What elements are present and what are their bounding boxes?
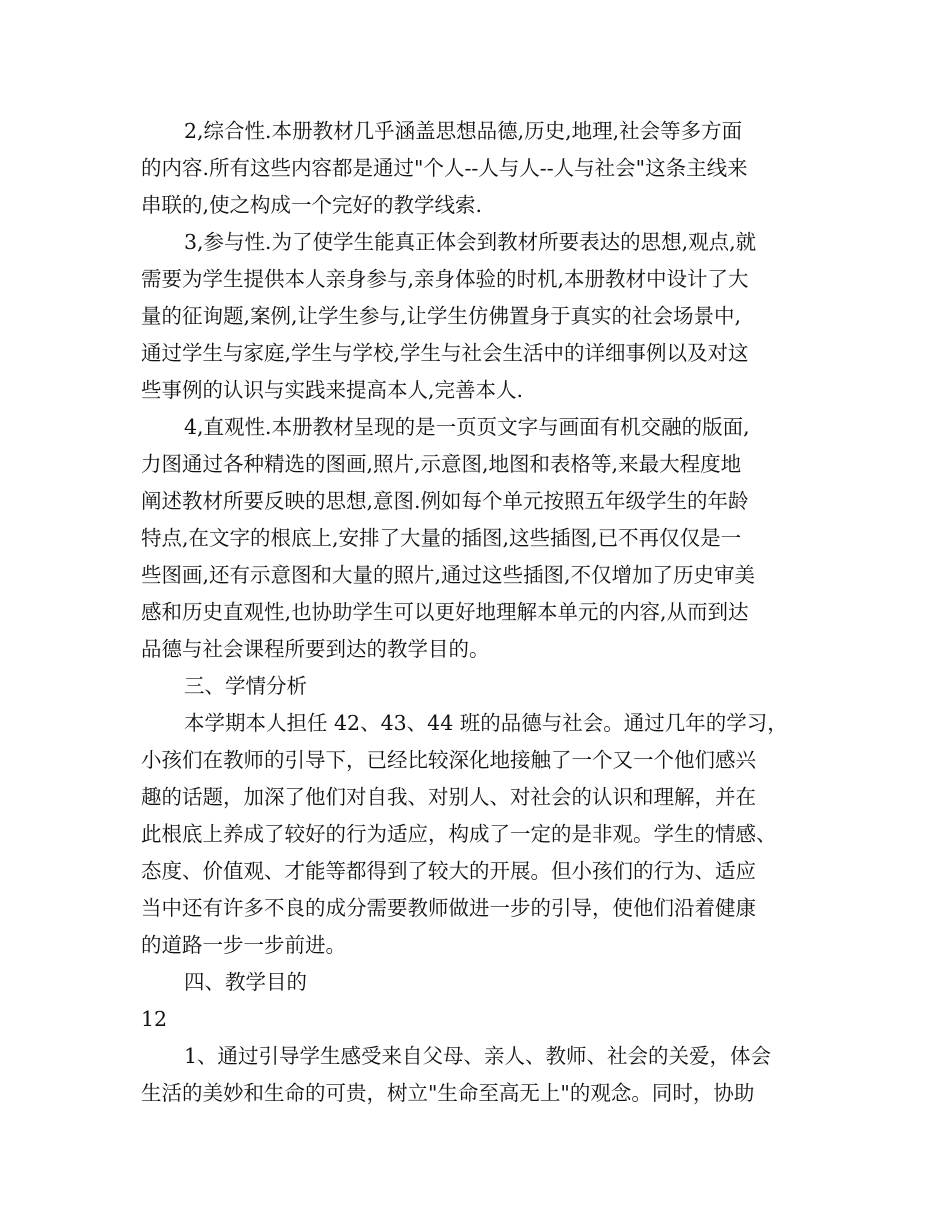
paragraph-line: 此根底上养成了较好的行为适应，构成了一定的是非观。学生的情感、 <box>141 822 777 846</box>
paragraph-line: 些图画,还有示意图和大量的照片,通过这些插图,不仅增加了历史审美 <box>141 563 756 587</box>
section-heading: 三、学情分析 <box>184 674 307 698</box>
paragraph-line: 的内容.所有这些内容都是通过"个人--人与人--人与社会"这条主线来 <box>141 156 748 180</box>
paragraph-line: 态度、价值观、才能等都得到了较大的开展。但小孩们的行为、适应 <box>141 859 756 883</box>
paragraph-line: 串联的,使之构成一个完好的教学线索. <box>141 193 483 217</box>
paragraph-line: 些事例的认识与实践来提高本人,完善本人. <box>141 378 524 402</box>
paragraph-line: 2,综合性.本册教材几乎涵盖思想品德,历史,地理,社会等多方面 <box>184 119 743 143</box>
paragraph-line: 需要为学生提供本人亲身参与,亲身体验的时机,本册教材中设计了大 <box>141 267 749 291</box>
paragraph-line: 生活的美妙和生命的可贵，树立"生命至高无上"的观念。同时，协助 <box>141 1081 755 1105</box>
paragraph-line: 阐述教材所要反映的思想,意图.例如每个单元按照五年级学生的年龄 <box>141 489 749 513</box>
paragraph-line: 通过学生与家庭,学生与学校,学生与社会生活中的详细事例以及对这 <box>141 341 749 365</box>
paragraph-line: 品德与社会课程所要到达的教学目的。 <box>141 637 490 661</box>
paragraph-line: 小孩们在教师的引导下，已经比较深化地接触了一个又一个他们感兴 <box>141 748 756 772</box>
paragraph-line: 当中还有许多不良的成分需要教师做进一步的引导，使他们沿着健康 <box>141 896 756 920</box>
paragraph-line: 特点,在文字的根底上,安排了大量的插图,这些插图,已不再仅仅是一 <box>141 526 742 550</box>
paragraph-line: 1、通过引导学生感受来自父母、亲人、教师、社会的关爱，体会 <box>184 1044 772 1068</box>
section-heading: 四、教学目的 <box>184 970 307 994</box>
page-number: 12 <box>141 1007 168 1031</box>
paragraph-line: 趣的话题，加深了他们对自我、对别人、对社会的认识和理解，并在 <box>141 785 756 809</box>
paragraph-line: 力图通过各种精选的图画,照片,示意图,地图和表格等,来最大程度地 <box>141 452 742 476</box>
paragraph-line: 感和历史直观性,也协助学生可以更好地理解本单元的内容,从而到达 <box>141 600 749 624</box>
paragraph-line: 量的征询题,案例,让学生参与,让学生仿佛置身于真实的社会场景中, <box>141 304 742 328</box>
paragraph-line: 的道路一步一步前进。 <box>141 933 346 957</box>
paragraph-line: 4,直观性.本册教材呈现的是一页页文字与画面有机交融的版面, <box>184 415 750 439</box>
paragraph-line: 3,参与性.为了使学生能真正体会到教材所要表达的思想,观点,就 <box>184 230 757 254</box>
paragraph-line: 本学期本人担任 42、43、44 班的品德与社会。通过几年的学习， <box>184 711 788 735</box>
